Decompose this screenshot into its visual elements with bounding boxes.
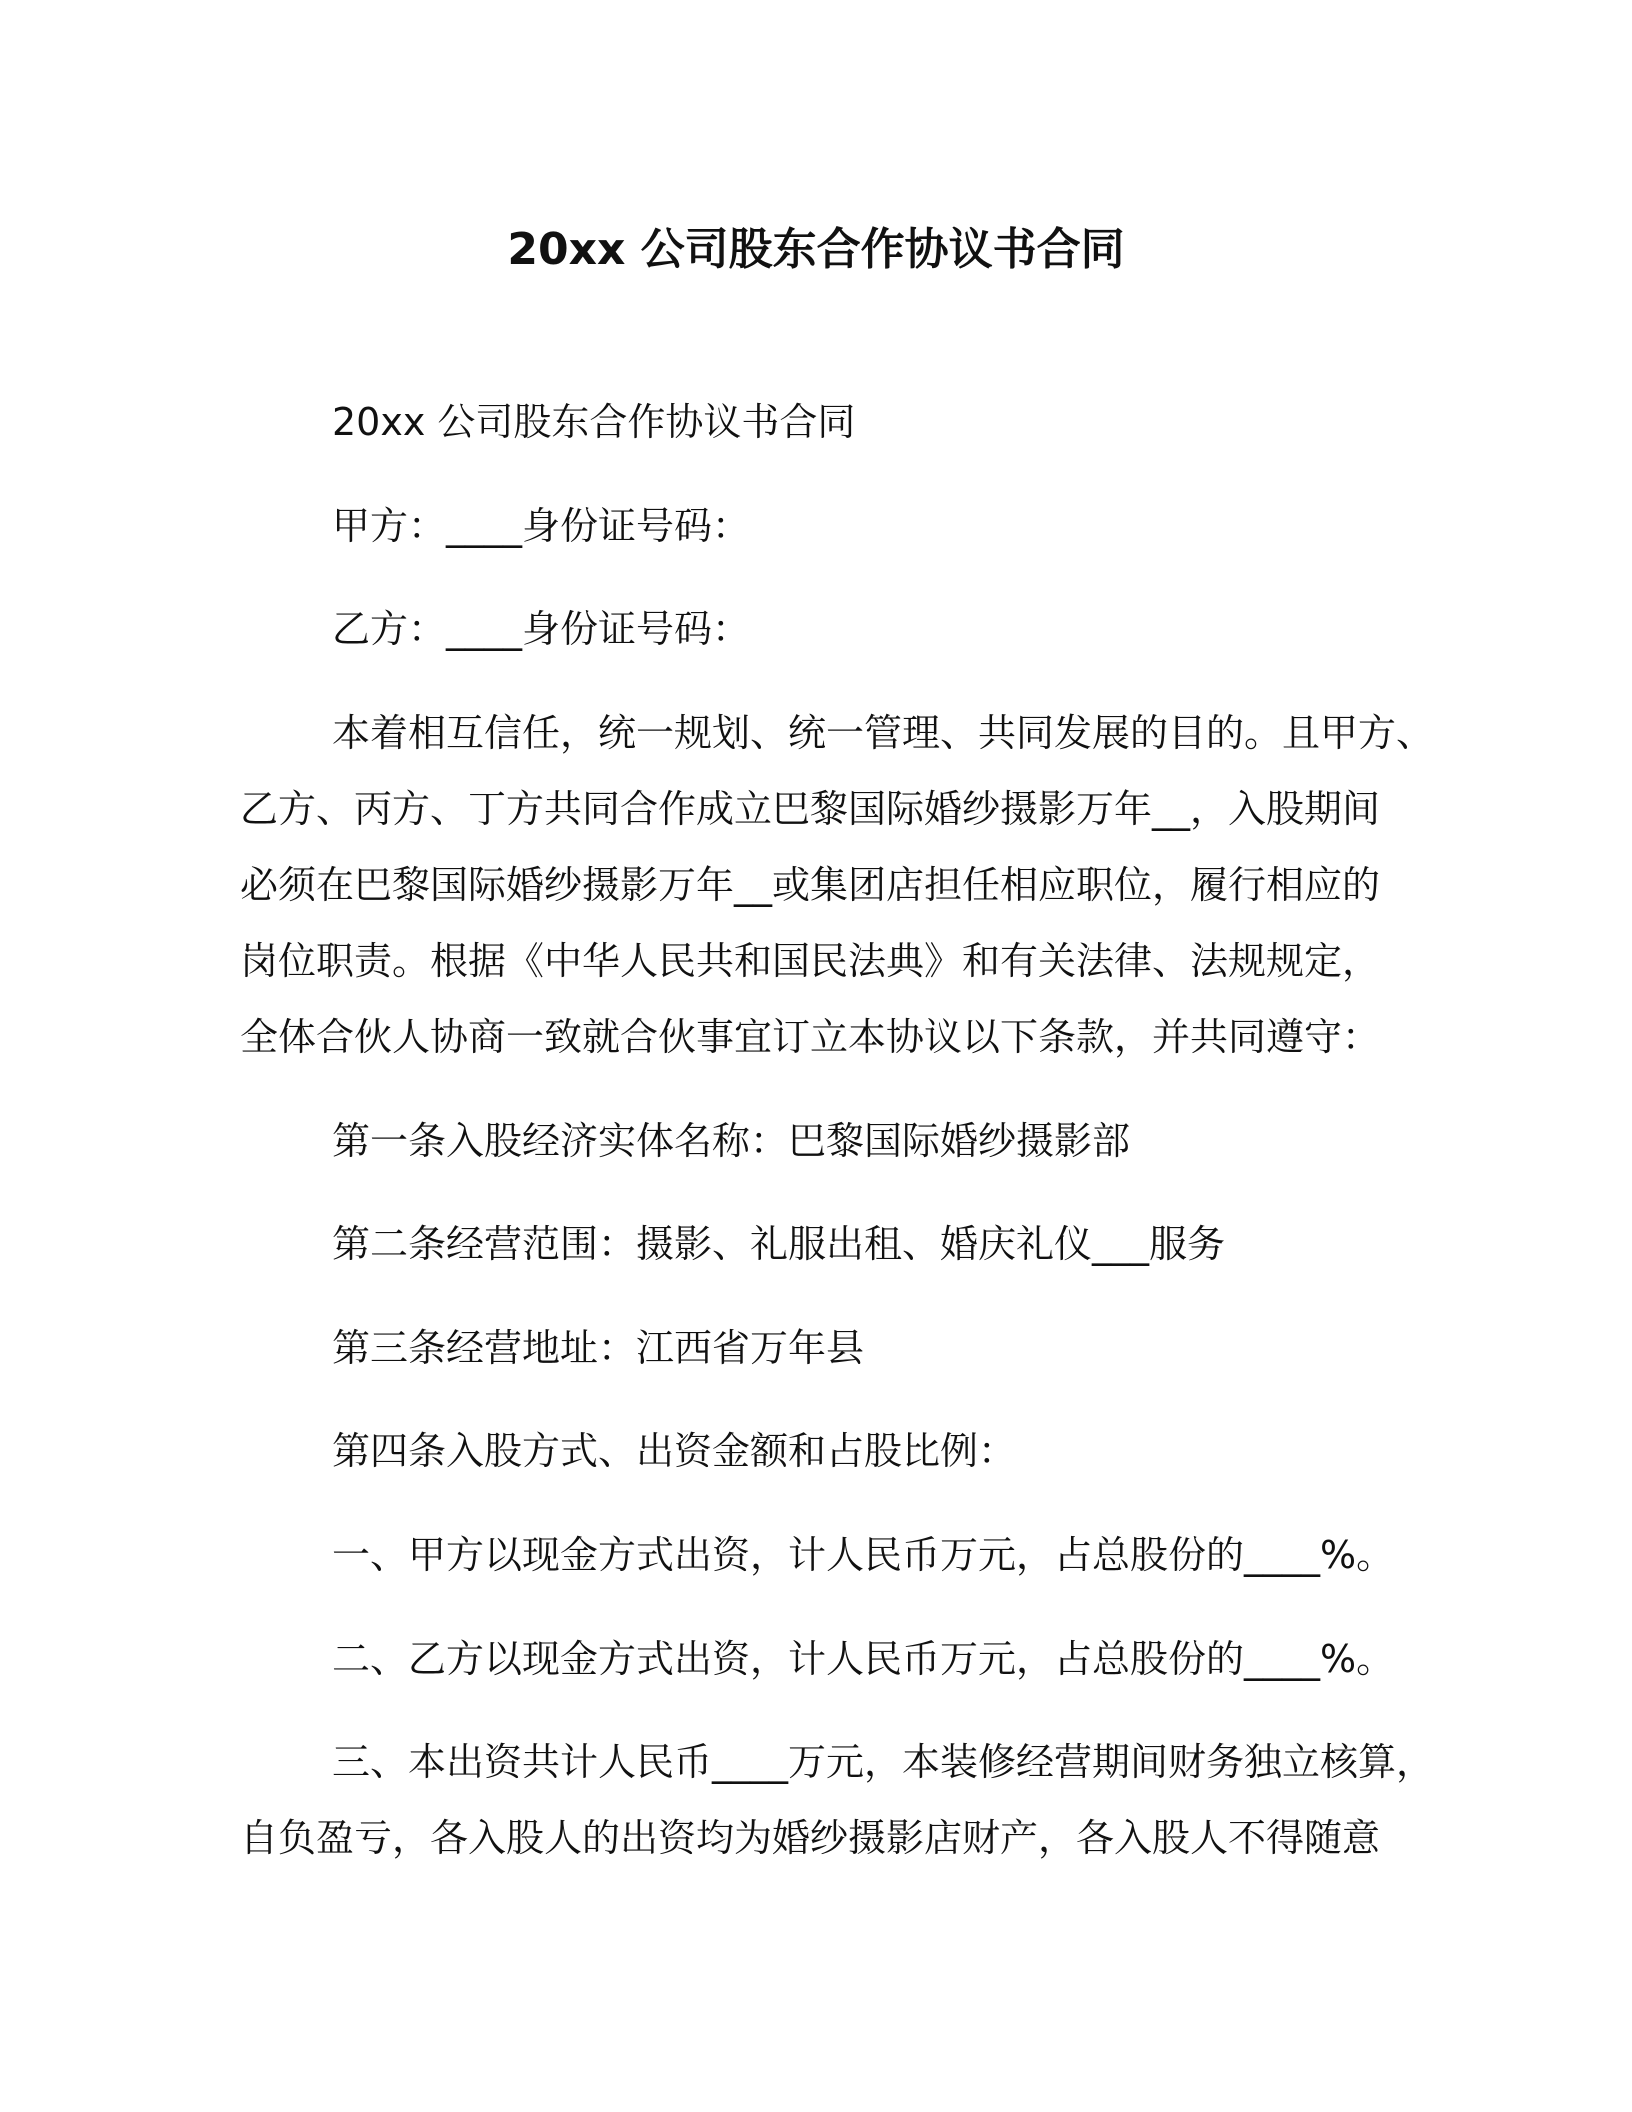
preamble-line: 全体合伙人协商一致就合伙事宜订立本协议以下条款，并共同遵守：	[240, 1015, 1381, 1059]
preamble-line: 乙方、丙方、丁方共同合作成立巴黎国际婚纱摄影万年__，入股期间	[240, 787, 1381, 831]
article-4-item-2: 二、乙方以现金方式出资，计人民币万元，占总股份的____%。	[332, 1637, 1395, 1681]
party-b-line: 乙方：____身份证号码：	[332, 607, 751, 651]
article-3: 第三条经营地址：江西省万年县	[332, 1326, 865, 1370]
preamble-line: 岗位职责。根据《中华人民共和国民法典》和有关法律、法规规定，	[240, 939, 1381, 983]
article-4: 第四条入股方式、出资金额和占股比例：	[332, 1429, 1017, 1473]
preamble-line: 必须在巴黎国际婚纱摄影万年__或集团店担任相应职位，履行相应的	[240, 863, 1381, 907]
article-4-item-1: 一、甲方以现金方式出资，计人民币万元，占总股份的____%。	[332, 1533, 1395, 1577]
article-4-item-3-continued: 自负盈亏，各入股人的出资均为婚纱摄影店财产，各入股人不得随意	[240, 1816, 1381, 1860]
document-title: 20xx 公司股东合作协议书合同	[507, 224, 1125, 275]
article-2: 第二条经营范围：摄影、礼服出租、婚庆礼仪___服务	[332, 1222, 1226, 1266]
preamble-line: 本着相互信任，统一规划、统一管理、共同发展的目的。且甲方、	[332, 711, 1435, 755]
article-1: 第一条入股经济实体名称：巴黎国际婚纱摄影部	[332, 1119, 1131, 1163]
party-a-line: 甲方：____身份证号码：	[332, 504, 751, 548]
document-subtitle: 20xx 公司股东合作协议书合同	[332, 400, 856, 444]
article-4-item-3: 三、本出资共计人民币____万元，本装修经营期间财务独立核算，	[332, 1740, 1435, 1784]
